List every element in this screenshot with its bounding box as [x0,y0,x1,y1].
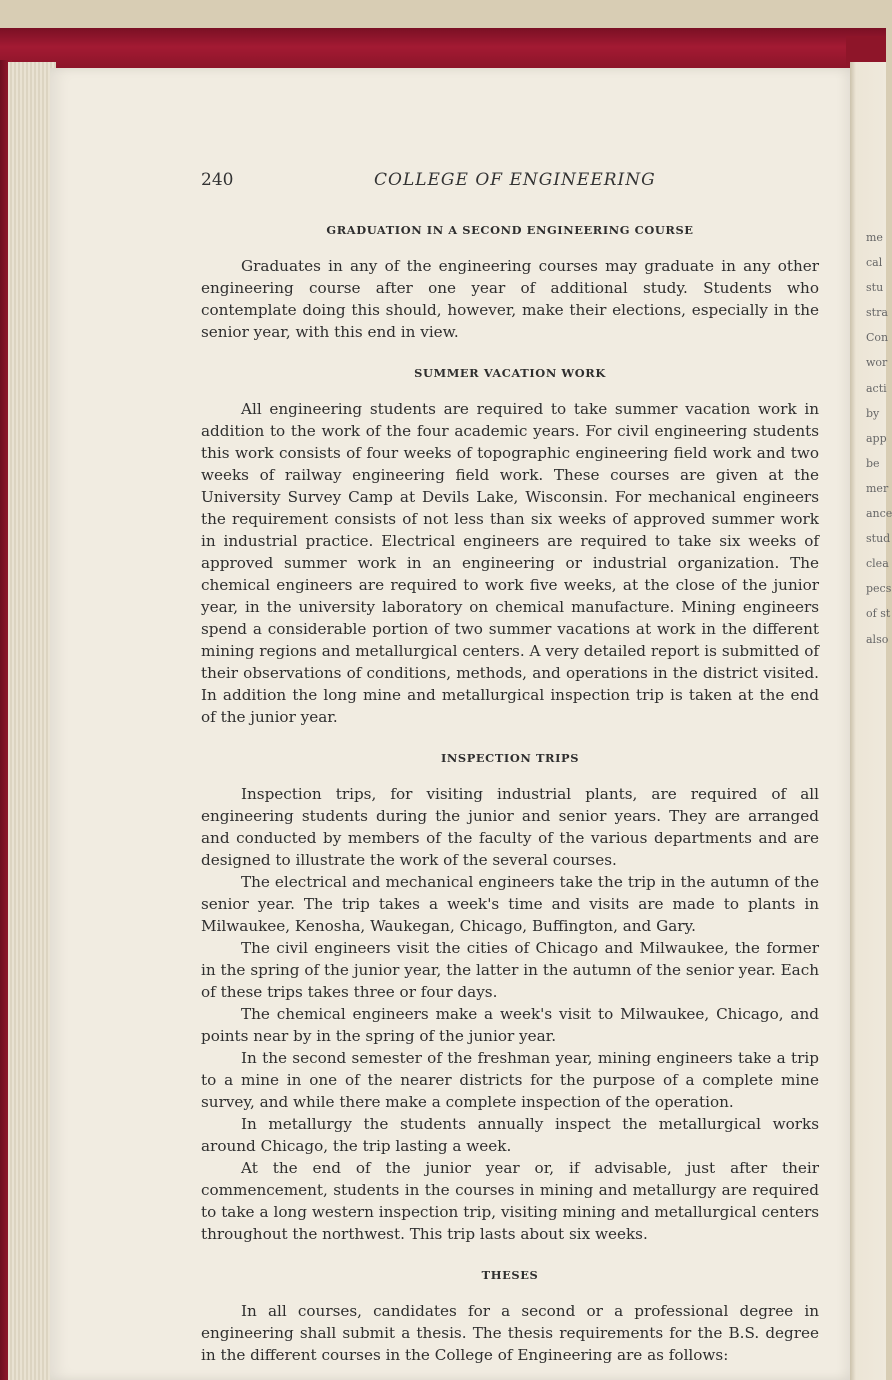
page-number: 240 [201,170,234,190]
section-heading: THESES [481,1268,539,1282]
paragraph: The chemical engineers make a week's visit to Milwaukee, Chicago, and points near by in the spring of the junior year. [201,1005,819,1045]
paragraph: In the second semester of the freshman year, mining engineers take a trip to a mine in one of the nearer districts for the purpose of a complete mine survey, and while there make a complete inspection of the operation. [201,1049,819,1111]
adjacent-page-fragments [866,231,892,932]
adjacent-page-fragment: of st [866,607,891,621]
adjacent-page-fragment: me [866,231,883,244]
paragraph: The electrical and mechanical engineers take the trip in the autumn of the senior year. The trip takes a week's time and visits are made to plants in Milwaukee, Kenosha, Waukegan, Chicago, Buffington, and Gary. [201,873,819,935]
section-heading: INSPECTION TRIPS [440,751,580,765]
page-body [201,222,819,1366]
paragraph: All engineering students are required to take summer vacation work in addition to the work of the four academic years. For civil engineering students this work consists of four weeks of topographic engineering field work and two weeks of railway engineering field work. These courses are given at the University Survey Camp at Devils Lake, Wisconsin. For mechanical engineers the requirement consists of not less than six weeks of approved summer work in industrial practice. Electrical engineers are required to take six weeks of approved summer work in an engineering or industrial organization. The chemical engineers are required to work five weeks, at the close of the junior year, in the university laboratory on chemical manufacture. Mining engineers spend a considerable portion of two summer vacations at work in the different mining regions and metallurgical centers. A very detailed report is submitted of their observations of conditions, methods, and operations in the district visited. In addition the long mine and metallurgical inspection trip is taken at the end of the junior year. [201,400,819,726]
section-heading: SUMMER VACATION WORK [414,366,606,380]
paragraph: Inspection trips, for visiting industrial plants, are required of all engineering students during the junior and senior years. They are arranged and conducted by members of the faculty of the various departments and are designed to illustrate the work of the several courses. [201,785,819,869]
adjacent-page-fragment: wor [866,356,888,370]
adjacent-page-fragment: cal [866,256,883,270]
paragraph: The civil engineers visit the cities of Chicago and Milwaukee, the former in the spring of the junior year, the latter in the autumn of the senior year. Each of these trips takes three or four days. [201,939,819,1001]
adjacent-page-fragment: be [866,456,880,470]
adjacent-page-fragment: clea [866,557,889,571]
adjacent-page-fragment: stu [866,281,884,295]
adjacent-page-fragment: stud [866,532,891,546]
adjacent-page-fragment: stra [866,306,888,320]
adjacent-page-fragment: app [866,431,887,445]
page-edge-stack [8,62,56,1380]
adjacent-page-fragment: Con [866,331,889,345]
section-heading: GRADUATION IN A SECOND ENGINEERING COURSE [326,223,694,237]
adjacent-page-fragment: mer [866,481,889,495]
paragraph: At the end of the junior year or, if advisable, just after their commencement, students in the courses in mining and metallurgy are required to take a long western inspection trip, visiting mining and metallurgical centers throughout the northwest. This trip lasts about six weeks. [201,1159,819,1243]
page-header [201,170,821,194]
adjacent-page-fragment: pecs [866,582,892,596]
running-head: COLLEGE OF ENGINEERING [374,170,656,190]
paragraph: In metallurgy the students annually inspect the metallurgical works around Chicago, the trip lasting a week. [201,1115,819,1155]
adjacent-page-fragment: acti [866,381,887,395]
adjacent-page-fragment: also [866,632,889,646]
paragraph: Graduates in any of the engineering courses may graduate in any other engineering course after one year of additional study. Students who contemplate doing this should, however, make their elections, especially in the senior year, with this end in view. [201,257,819,341]
paragraph: In all courses, candidates for a second or a professional degree in engineering shall submit a thesis. The thesis requirements for the B.S. degree in the different courses in the College of Engineering are as follows: [201,1302,819,1364]
adjacent-page-fragment: by [866,406,880,420]
adjacent-page-fragment: ance [866,507,892,521]
book-binding-top [0,28,886,70]
